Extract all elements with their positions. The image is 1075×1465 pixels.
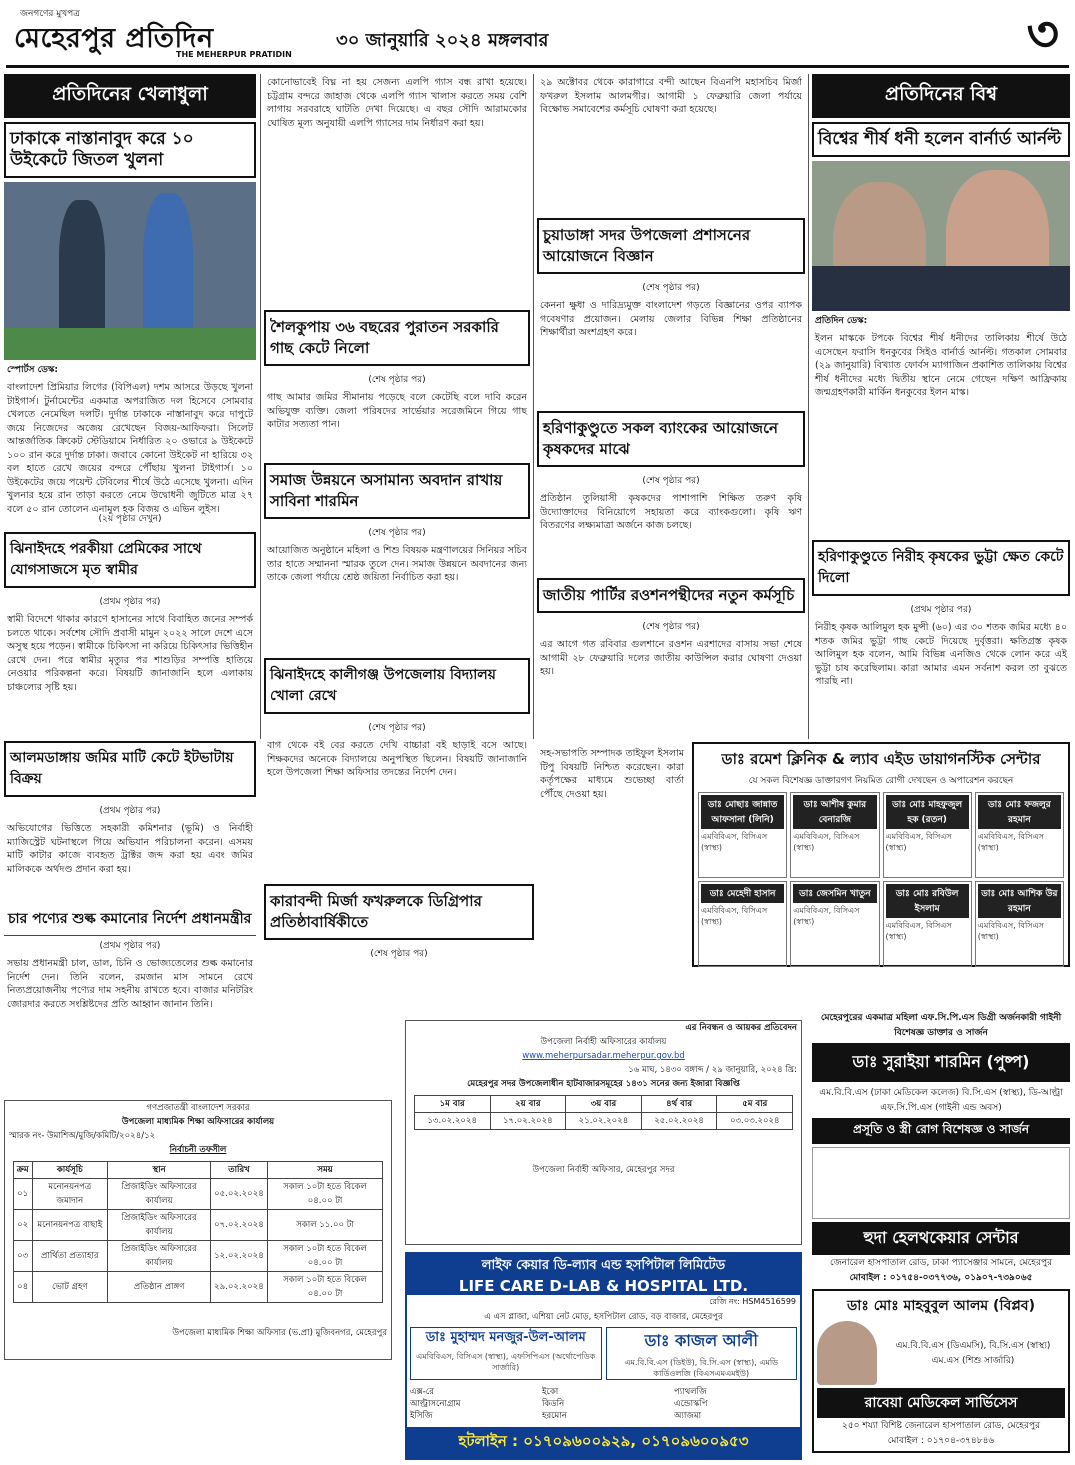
continued-note: (প্রথম পৃষ্ঠার পর) [99,941,161,951]
article-headline[interactable]: ঢাকাকে নাস্তানাবুদ করে ১০ উইকেটে জিতল খুলনা [4,122,256,178]
hotline-number[interactable]: হটলাইন : ০১৭০৯৬০০৯২৯, ০১৭০৯৬০০৯৫৩ [407,1427,800,1458]
news-column-2 [264,74,530,778]
cricket-photo [4,182,256,360]
article-headline[interactable]: ঝিনাইদহে কালীগঞ্জ উপজেলায় বিদ্যালয় খোলা রেখে [264,658,530,714]
table-row [414,1113,792,1130]
life-care-advertisement[interactable] [405,1252,802,1460]
article-body: কোনোভাবেই বিঘ্ন না হয় সেজন্য এলপি গ্যাস বন্ধ রাখা হয়েছে। চট্টগ্রাম বন্দরে জাহাজ থেকে এলপি গ্যাস খালাস করতে সময় বেশি লাগায় সরবরাহে ঘাটতি দেখা দিয়েছে। এ বছর সৌদি আরামকোর ঘোষিত মূল্য অনুযায়ী এলপি গ্যাসের দাম নির্ধারণ করা হয়। [267,77,527,129]
doctor-degree: এমবিবিএস, বিসিএস (স্বাস্থ্য) [701,906,768,926]
masthead-tagline: জনগণের মুখপত্র [20,9,80,19]
notice-website-link[interactable]: www.meherpursadar.meherpur.gov.bd [522,1051,685,1061]
service-item: কিডনি [542,1399,565,1409]
hospital-registration: রেজি নং: HSM4516599 [709,1297,796,1306]
gynae-doctor-name[interactable]: ডাঃ সুরাইয়া শারমিন (পুষ্প) [812,1043,1070,1082]
continued-note: (প্রথম পৃষ্ঠার পর) [99,806,161,816]
clinic-name[interactable]: রাবেয়া মেডিকেল সার্ভিসেস [817,1388,1065,1418]
table-header: ২য় বার [490,1096,566,1113]
doctor-degree: এমবিবিএস, বিসিএস (স্বাস্থ্য) [793,832,860,852]
doctor-card [410,1327,602,1380]
market-lease-notice [405,1020,802,1245]
article-headline[interactable]: হরিণাকুণ্ডুতে নিরীহ কৃষকের ভুট্টা ক্ষেত কেটে দিলো [812,540,1070,596]
right-advertisements [812,1010,1070,1460]
news-column-3-lower [537,745,687,935]
doctor-degree: এমবিবিএস, বিসিএস (স্বাস্থ্য), এফসিপিএস (অর্থোপেডিক সার্জারি) [416,1352,596,1372]
notice-header: গণপ্রজাতন্ত্রী বাংলাদেশ সরকার [146,1103,250,1113]
doctor-name: ডাঃ মোছাঃ জান্নাত আফসানা (লিনি) [701,795,784,829]
page-number: ৩ [1026,4,1059,63]
doctor-degree: এম.বি.বি.এস (ডিইউ), বি.সি.এস (স্বাস্থ্য), এমডি কার্ডিওলজি (বিএসএমএমইউ) [624,1358,779,1378]
doctor-degree: এমবিবিএস, বিসিএস (স্বাস্থ্য) [701,832,768,852]
doctor-degree: এমবিবিএস, বিসিএস (স্বাস্থ্য) [793,906,860,926]
notice-header: এর নিবন্ধন ও আয়কর প্রতিবেদন [685,1023,797,1033]
continued-note: (শেষ পৃষ্ঠার পর) [370,949,428,959]
doctor-name: ডাঃ মেহেদী হাসান [701,884,784,903]
notice-signature: উপজেলা মাধ্যমিক শিক্ষা অফিসার (ভ.প্রা) মুজিবনগর, মেহেরপুর [172,1328,387,1338]
table-header: ক্রম [13,1162,32,1179]
doctor-card [883,792,972,878]
gynae-specialty: প্রসূতি ও স্ত্রী রোগ বিশেষজ্ঞ ও সার্জন [812,1118,1070,1144]
doctor-card [790,881,879,967]
continued-note: (শেষ পৃষ্ঠার পর) [368,528,426,538]
surgeon-degree: এম.বি.বি.এস (ডিএমসি), বি.সি.এস (স্বাস্থ্য) এম.এস (শিশু সার্জারি) [895,1341,1051,1366]
hospital-name-english: LIFE CARE D-LAB & HOSPITAL LTD. [407,1277,800,1295]
notice-signature: উপজেলা নির্বাহী অফিসার, মেহেরপুর সদর [532,1165,675,1175]
table-cell: ১২.০২.২০২৪ [211,1241,268,1272]
clinic-address: ২৫০ শয্যা বিশিষ্ট জেনারেল হাসপাতাল রোড, মেহেরপুর [841,1421,1041,1431]
table-row [13,1179,383,1210]
article-body: বাংলাদেশ প্রিমিয়ার লিগের (বিপিএল) দশম আসরে উড়ছে খুলনা টাইগার্স। টুর্নামেন্টের একমাত্র অপরাজিত দল হিসেবে সোমবার খেলতে নেমেছিল দলটি। দুর্দান্ত ঢাকাকে নাস্তানাবুদ করে দাপুটে জয়ে নিজেদের অজেয় রেখেছেন বিজয়-আফিফরা। সিলেট আন্তর্জাতিক ক্রিকেট স্টেডিয়ামে নির্ধারিত ২০ ওভারে ৯ উইকেটে ১০০ রান করে দুর্দান্ত ঢাকা। জবাবে কোনো উইকেট না হারিয়ে ৩২ বল হাতে রেখে জয়ের বন্দরে পৌঁছায় খুলনা টাইগার্স। ১০ উইকেটের জয়ে পয়েন্ট টেবিলের শীর্ষে উঠে এসেছে খুলনা। এদিন খুলনার হয়ে রান তাড়া করতে নেমে উদ্বোধনী জুটিতে মাত্র ২৭ বলে ৫০ রান তোলেন এনামুল হক বিজয় ও এভিন লুইস। [7,382,253,515]
article-headline[interactable]: চুয়াডাঙ্গা সদর উপজেলা প্রশাসনের আয়োজনে বিজ্ঞান [537,218,805,274]
doctor-name: ডাঃ আশীষ কুমার বেনারজি [793,795,876,829]
table-row [13,1241,383,1272]
gynae-ad-tagline: মেহেরপুরের একমাত্র মহিলা এফ.সি.পি.এস ডিগ্রী অর্জনকারী গাইনী বিশেষজ্ঞ ডাক্তার ও সার্জন [820,1013,1062,1038]
issue-date: ৩০ জানুয়ারি ২০২৪ মঙ্গলবার [336,30,549,51]
article-body: আয়োজিত অনুষ্ঠানে মহিলা ও শিশু বিষয়ক মন্ত্রণালয়ের সিনিয়র সচিব তার হাতে সম্মাননা স্মারক তুলে দেন। সমাজ উন্নয়নে অবদানের জন্য তাকে জেলা পর্যায়ে শ্রেষ্ঠ জয়িতা নির্বাচিত করা হয়। [267,545,527,583]
surgeon-ad [812,1289,1070,1453]
schedule-table [13,1161,384,1303]
table-cell: প্রিজাইডিং অফিসারের কার্যালয় [108,1210,211,1241]
article-body: প্রতিষ্ঠান তুলিয়াসী কৃষকদের পাশাপাশি শিক্ষিত তরুণ কৃষি উদ্যোক্তাদের বিনিয়োগে সহায়তা করে ব্যাংকগুলো। কৃষি ঋণ বিতরণের লক্ষ্যমাত্রা অর্জনে কাজ চলছে। [540,493,802,531]
ad-detail-box [812,1147,1070,1219]
service-item: হরমোন [542,1411,567,1421]
schedule-title: নির্বাচনী তফসীল [169,1145,227,1155]
huda-address: জেনারেল হাসপাতাল রোড, ঢাকা প্যাসেঞ্জার সামনে, মেহেরপুর [829,1258,1053,1268]
table-cell: ২৫.০২.২০২৪ [641,1113,717,1130]
doctor-name: ডাঃ মোঃ ফজলুর রহমান [978,795,1061,829]
notice-title: মেহেরপুর সদর উপজেলাধীন হাটবাজারসমূহের ১৪৩১ সনের জন্য ইজারা বিজ্ঞপ্তি [467,1079,740,1089]
table-header: সময় [267,1162,383,1179]
table-cell: মনোনয়নপত্র বাছাই [32,1210,108,1241]
service-item: আল্ট্রাসনোগ্রাম [410,1399,461,1409]
article-body: সভায় প্রধানমন্ত্রী চাল, ডাল, চিনি ও ভোজ্যতেলের শুল্ক কমানোর নির্দেশ দেন। তিনি বলেন, রমজান মাস সামনে রেখে নিত্যপ্রয়োজনীয় পণ্যের দাম সহনীয় রাখতে হবে। বাজার মনিটরিং জোরদার করতে সংশ্লিষ্টদের প্রতি আহ্বান জানান তিনি। [7,958,253,1010]
table-cell: ০১ [13,1179,32,1210]
table-header: ৩য় বার [566,1096,642,1113]
column-divider [260,74,261,739]
continued-note: (শেষ পৃষ্ঠার পর) [642,283,700,293]
service-item: ইসিজি [410,1411,433,1421]
table-cell: ১৭.০২.২০২৪ [490,1113,566,1130]
notice-office: উপজেলা মাধ্যমিক শিক্ষা অফিসারের কার্যালয় [121,1117,275,1127]
election-schedule-notice [4,1100,392,1360]
table-cell: ২১.০২.২০২৪ [566,1113,642,1130]
surgeon-photo [817,1321,877,1385]
clinic-advertisement[interactable] [692,742,1070,967]
article-headline[interactable]: জাতীয় পার্টির রওশনপন্থীদের নতুন কর্মসূচি [537,578,805,613]
clinic-subtitle: যে সকল বিশেষজ্ঞ ডাক্তারগণ নিয়মিত রোগী দেখছেন ও অপারেশন করছেন [748,776,1014,786]
table-header: ৫ম বার [717,1096,793,1113]
article-body: গাছ আমার জমির সীমানায় পড়েছে বলে কেটেছি বলে দাবি করেন অভিযুক্ত ব্যক্তি। জেলা পরিষদের সার্ভেয়ার সরেজমিনে গিয়ে গাছ কাটার সত্যতা পান। [267,392,527,430]
lease-date-table [414,1095,793,1130]
notice-date: ১৬ মাঘ, ১৪৩০ বঙ্গাব্দ / ২৯ জানুয়ারি, ২০২৪ খ্রি: [628,1065,797,1075]
doctor-degree: এমবিবিএস, বিসিএস (স্বাস্থ্য) [977,921,1044,941]
doctor-name: ডাঃ মুহাম্মদ মনজুর-উল-আলম [425,1330,586,1345]
table-cell: ০৪ [13,1272,32,1303]
byline: স্পোর্টস ডেস্ক: [7,365,58,375]
article-headline[interactable]: হরিণাকুণ্ডুতে সকল ব্যাংকের আয়োজনে কৃষকদের মাঝে [537,411,805,467]
doctor-name: ডাঃ কাজল আলী [644,1331,758,1350]
service-item: ইকো [542,1387,559,1397]
gynae-doctor-degree: এম.বি.বি.এস (ঢাকা মেডিকেল কলেজ) বি.সি.এস (স্বাস্থ্য), ডি-আল্ট্রা এফ.সি.পি.এস (গাইনী এন্ড অবস) [819,1088,1063,1113]
doctor-card [975,881,1064,967]
article-body: কেননা ক্ষুধা ও দারিদ্র্যমুক্ত বাংলাদেশ গড়তে বিজ্ঞানের ওপর ব্যাপক গবেষণার প্রয়োজন। মেলায় জেলার বিভিন্ন শিক্ষা প্রতিষ্ঠানের শিক্ষার্থীরা অংশগ্রহণ করে। [540,300,802,338]
service-item: এক্স-রে [410,1387,434,1397]
continued-note: (শেষ পৃষ্ঠার পর) [642,622,700,632]
arnault-musk-photo [812,161,1070,311]
service-item: প্যাথলজি [674,1387,707,1397]
table-header: তারিখ [211,1162,268,1179]
clinic-phone[interactable]: মোবাইল : ০১৭০৪-৩৭৪৮৪৬ [887,1436,995,1446]
article-body: এর আগে গত রবিবার গুলশানে রওশন এরশাদের বাসায় সভা শেষে আগামী ২৮ ফেব্রুয়ারি দলের জাতীয় কাউন্সিল করার ঘোষণা দেওয়া হয়। [540,639,802,677]
table-cell: মনোনয়নপত্র জমাদান [32,1179,108,1210]
service-list [407,1383,800,1425]
section-title-world: প্রতিদিনের বিশ্ব [812,74,1070,118]
doctor-card [790,792,879,878]
table-cell: ০৭.০২.২০২৪ [211,1210,268,1241]
continued-note: (প্রথম পৃষ্ঠার পর) [99,597,161,607]
doctor-card [698,881,787,967]
table-cell: প্রার্থিতা প্রত্যাহার [32,1241,108,1272]
news-column-3 [537,74,805,739]
hospital-address: এ এস প্লাজা, এশিয়া নেট মোড়, হসপিটাল রোড, বড় বাজার, মেহেরপুর [484,1312,723,1322]
doctor-degree: এমবিবিএস, বিসিএস (স্বাস্থ্য) [977,832,1044,852]
doctor-card [606,1327,798,1380]
notice-reference: স্মারক নং- উমাশিঅ/মুজি/কমিটি/২০২৪/১২ [9,1131,156,1141]
article-headline[interactable]: কারাবন্দী মির্জা ফখরুলকে ডিগ্রিপার প্রতিষ্ঠাবার্ষিকীতে [264,884,534,940]
continued-note[interactable]: (২য় পৃষ্ঠার দেখুন) [98,514,162,524]
table-cell: ১৩.০২.২০২৪ [414,1113,490,1130]
sports-column [4,74,256,1094]
continued-note: (শেষ পৃষ্ঠার পর) [642,476,700,486]
world-column [812,74,1070,739]
table-cell: সকাল ১০টা হতে বিকেল ০৪.০০ টা [267,1241,383,1272]
article-headline[interactable]: ঝিনাইদহে পরকীয়া প্রেমিকের সাথে যোগসাজসে মৃত স্বামীর [4,532,256,588]
table-cell: সকাল ১০টা হতে বিকেল ০৪.০০ টা [267,1179,383,1210]
table-cell: ০৫.০২.২০২৪ [211,1179,268,1210]
table-cell: ০৩ [13,1241,32,1272]
newspaper-logo-english: THE MEHERPUR PRATIDIN [176,50,292,59]
table-cell: প্রতিষ্ঠান প্রাঙ্গণ [108,1272,211,1303]
notice-office: উপজেলা নির্বাহী অফিসারের কার্যালয় [540,1037,667,1047]
doctor-degree: এমবিবিএস, বিসিএস (স্বাস্থ্য) [885,832,952,852]
article-headline[interactable]: আলমডাঙ্গায় জমির মাটি কেটে ইটভাটায় বিক্রয় [4,741,256,797]
newspaper-logo[interactable]: মেহেরপুর প্রতিদিন [14,23,214,54]
table-cell: ০২ [13,1210,32,1241]
article-body: সহ-সভাপতি সম্পাদক তাইফুল ইসলাম টিপু বিষয়টি নিশ্চিত করেছেন। কারা কর্তৃপক্ষের মাধ্যমে শুভেচ্ছা বার্তা পৌঁছে দেওয়া হয়। [540,748,684,800]
article-body: অভিযোগের ভিত্তিতে সহকারী কমিশনার (ভূমি) ও নির্বাহী ম্যাজিস্ট্রেট ঘটনাস্থলে গিয়ে অভিযান পরিচালনা করেন। এসময় মাটি কাটার কাজে ব্যবহৃত ট্রাক্টর জব্দ করা হয় এবং জমির মালিককে অর্থদণ্ড প্রদান করা হয়। [7,823,253,875]
article-body: বাগ থেকে বই বের করতে দেখি বাচ্চারা বই ছাড়াই বসে আছে। শিক্ষকদের অনেকে বিদ্যালয়ে অনুপস্থিত ছিলেন। বিষয়টি জানাজানি হলে উপজেলা শিক্ষা অফিসার তদন্তের নির্দেশ দেন। [267,740,527,778]
table-cell: সকাল ১১.০০ টা [267,1210,383,1241]
hospital-name-bangla: লাইফ কেয়ার ডি-ল্যাব এন্ড হসপিটাল লিমিটেড [407,1254,800,1277]
table-cell: ভোট গ্রহণ [32,1272,108,1303]
doctor-degree: এমবিবিএস, বিসিএস (স্বাস্থ্য) [885,921,952,941]
table-cell: প্রিজাইডিং অফিসারের কার্যালয় [108,1241,211,1272]
table-cell: ২৯.০২.২০২৪ [211,1272,268,1303]
article-body: ২৯ অক্টোবর থেকে কারাগারে বন্দী আছেন বিএনপি মহাসচিব মির্জা ফখরুল ইসলাম আলমগীর। আগামী ১ ফেব্রুয়ারি জেলা পর্যায়ে বিক্ষোভ সমাবেশের কর্মসূচি ঘোষণা করা হয়েছে। [540,77,802,115]
article-headline[interactable]: সমাজ উন্নয়নে অসামান্য অবদান রাখায় সাবিনা শারমিন [264,463,530,519]
byline: প্রতিদিন ডেস্ক: [815,316,868,326]
article-headline[interactable]: শৈলকুপায় ৩৬ বছরের পুরাতন সরকারি গাছ কেটে নিলো [264,310,530,366]
table-header: স্থান [108,1162,211,1179]
article-headline[interactable]: চার পণ্যের শুল্ক কমানোর নির্দেশ প্রধানমন্ত্রীর [4,904,256,936]
continued-note: (প্রথম পৃষ্ঠার পর) [910,605,972,615]
table-header: কার্যসূচি [32,1162,108,1179]
doctor-name: ডাঃ মোঃ রবিউল ইসলাম [886,884,969,918]
section-title-sports: প্রতিদিনের খেলাধুলা [4,74,256,118]
service-item: অ্যাজমা [674,1411,702,1421]
huda-healthcare-name[interactable]: হুদা হেলথকেয়ার সেন্টার [812,1222,1070,1255]
article-headline[interactable]: বিশ্বের শীর্ষ ধনী হলেন বার্নার্ড আর্নল্ট [812,122,1070,157]
table-cell: সকাল ১০টা হতে বিকেল ০৪.০০ টা [267,1272,383,1303]
doctor-name: ডাঃ জেসমিন খাতুন [793,884,876,903]
column-divider [808,74,809,739]
doctor-grid [698,792,1064,967]
doctor-card [698,792,787,878]
doctor-card [883,881,972,967]
article-body: স্বামী বিদেশে থাকার কারণে হাসানের সাথে বিবাহিত জনের সম্পর্ক চলতে থাকে। সর্বশেষ সৌদি প্রবাসী মামুন ২০২২ সালে দেশে এসে অসুস্থ হয়ে পড়েন। স্বামীকে চিকিৎসা না করিয়ে চিকিৎসার ভিত্তিহীন রেখে দেন। পরে স্বামীর মৃত্যুর পর শাশুড়ির সম্পত্তি হাতিয়ে নেওয়ার পরিকল্পনা করে। বিষয়টি জানাজানি হলে এলাকায় চাঞ্চল্যের সৃষ্টি হয়। [7,614,253,693]
article-body: নিরীহ কৃষক আলিমুল হক মুন্সী (৬০) এর ৩০ শতক জমির মধ্যে ৪০ শতক জমির ভুট্টা গাছ কেটে দিয়েছে দুর্বৃত্তরা। ক্ষতিগ্রস্ত কৃষক আলিমুল হক বলেন, আমি বিভিন্ন এনজিও থেকে লোন করে এই ভুট্টা চাষ করেছিলাম। কারা আমার এমন সর্বনাশ করল তা বুঝতে পারছি না। [815,622,1067,687]
fakhrul-headline-box [264,880,534,959]
table-header: ৪র্থ বার [641,1096,717,1113]
table-row [13,1272,383,1303]
column-divider [533,74,534,739]
continued-note: (শেষ পৃষ্ঠার পর) [368,375,426,385]
clinic-name: ডাঃ রমেশ ক্লিনিক & ল্যাব এইড ডায়াগনস্টিক সেন্টার [721,750,1041,768]
service-item: এন্ডোস্কপি [674,1399,708,1409]
table-row [13,1210,383,1241]
table-header: ১ম বার [414,1096,490,1113]
doctor-name: ডাঃ মোঃ মাহফুজুল হক (রতন) [886,795,969,829]
huda-phone[interactable]: মোবাইল : ০১৭৫৪-০৩৭৭৩৬, ০১৯০৭-৭৩৯০৬৫ [849,1273,1033,1283]
doctor-name: ডাঃ মোঃ আশিক উর রহমান [978,884,1061,918]
table-cell: প্রিজাইডিং অফিসারের কার্যালয় [108,1179,211,1210]
doctor-card [975,792,1064,878]
table-cell: ০৩.০৩.২০২৪ [717,1113,793,1130]
continued-note: (শেষ পৃষ্ঠার পর) [368,723,426,733]
masthead [6,4,1069,68]
surgeon-name: ডাঃ মোঃ মাহবুবুল আলম (বিপ্লব) [847,1298,1035,1314]
article-body: ইলন মাস্ককে টপকে বিশ্বের শীর্ষ ধনীদের তালিকায় শীর্ষে উঠে এসেছেন ফরাসি ধনকুবের সিইও বার্নার্ড আর্নল্ট। গতকাল সোমবার (২৯ জানুয়ারি) বিখ্যাত ফোর্বস ম্যাগাজিন প্রকাশিত তালিকায় বিশ্বের শীর্ষ ধনীদের মধ্যে দ্বিতীয় স্থানে নেমে গেছেন দক্ষিণ আফ্রিকায় জন্মগ্রহণকারী মার্কিন ধনকুবের ইলন মাস্ক। [815,333,1067,398]
